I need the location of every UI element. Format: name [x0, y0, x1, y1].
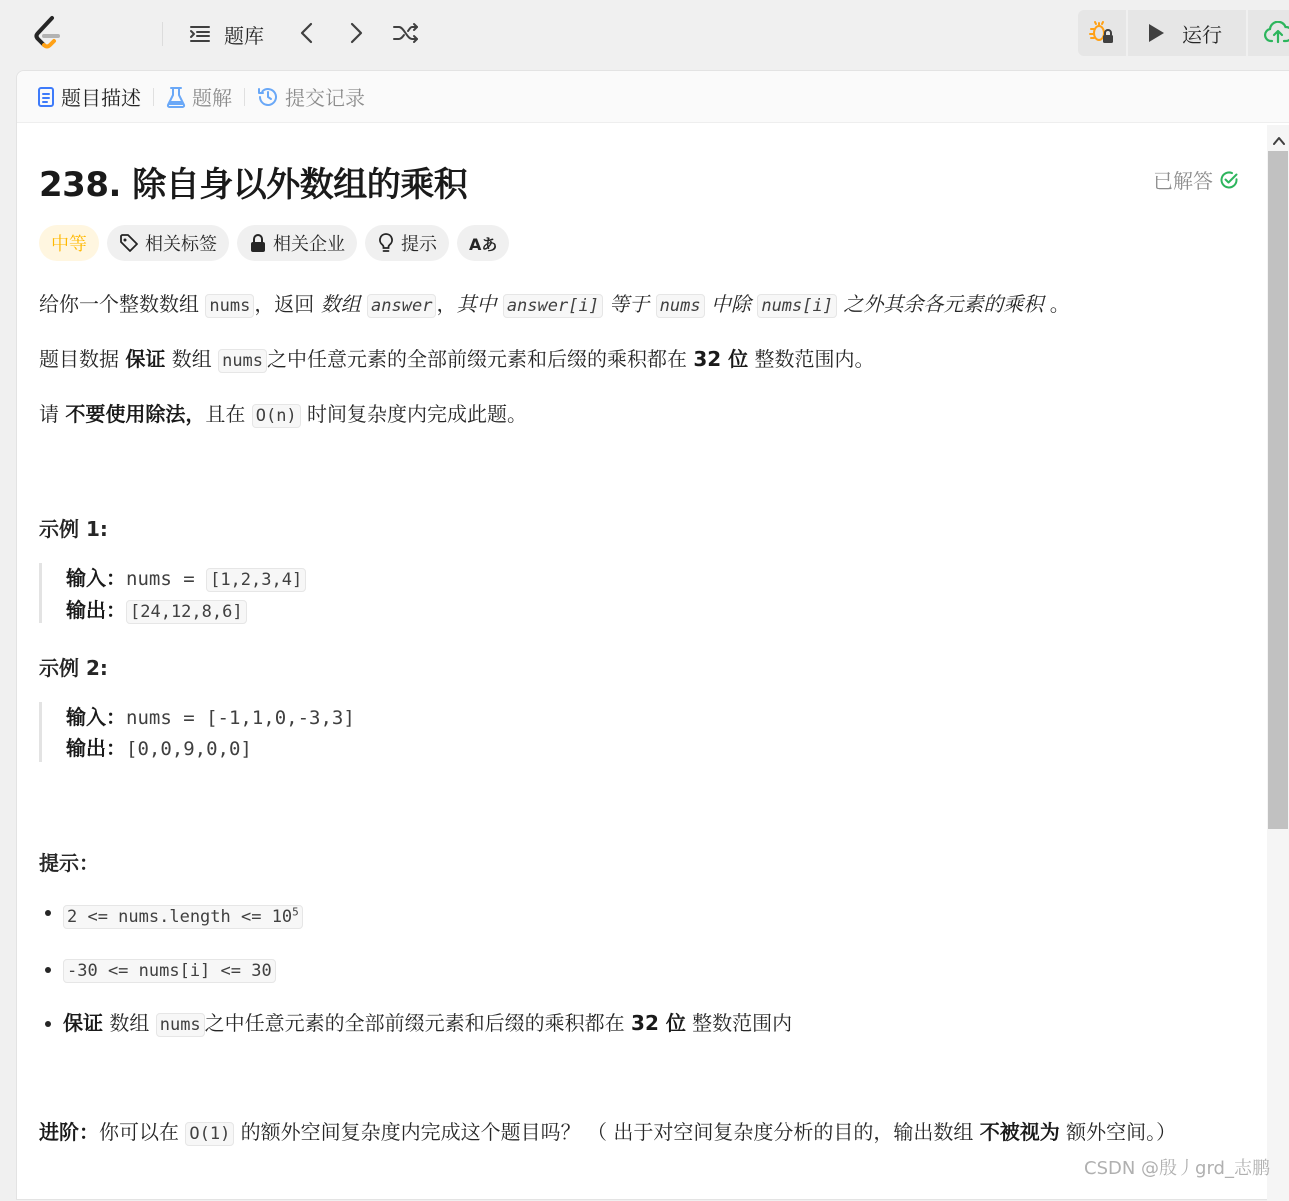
- example-1-block: [39, 563, 306, 623]
- scroll-up-button[interactable]: [1273, 131, 1285, 150]
- hint-button[interactable]: [365, 225, 449, 261]
- inline-code: nums: [656, 294, 705, 318]
- input-text: nums = [-1,1,0,-3,3]: [126, 707, 355, 729]
- inline-code: answer: [367, 294, 436, 318]
- output-label: 输出：: [66, 598, 126, 622]
- difficulty-label: 中等: [51, 234, 87, 255]
- example-output-row: [66, 595, 306, 627]
- translate-icon: Aあ: [469, 234, 498, 254]
- related-companies-button[interactable]: [237, 225, 357, 261]
- constraints-list: [39, 897, 792, 1040]
- code-text: 2 <= nums.length <= 10: [67, 906, 293, 927]
- lock-icon: [249, 233, 267, 253]
- output-label: 输出：: [66, 736, 126, 760]
- bug-lock-icon: [1089, 20, 1115, 46]
- example-output-row: [66, 733, 355, 764]
- leetcode-logo-icon[interactable]: [30, 14, 66, 54]
- text: 数组: [320, 292, 368, 316]
- tab-description-label: 题目描述: [61, 86, 141, 110]
- debug-button[interactable]: [1078, 10, 1126, 56]
- flask-icon: [166, 86, 186, 108]
- text: ，: [436, 292, 457, 316]
- problem-list-label: 题库: [224, 23, 264, 48]
- scrollbar-thumb[interactable]: [1268, 151, 1288, 829]
- example-2-block: [39, 702, 355, 762]
- tag-icon: [119, 233, 139, 253]
- list-icon: [188, 22, 212, 46]
- prev-problem-button[interactable]: [296, 20, 318, 46]
- list-item: [39, 954, 792, 986]
- bold-text: 32 位: [631, 1010, 686, 1035]
- chevron-right-icon: [345, 20, 367, 46]
- text: 。: [1043, 292, 1070, 316]
- output-text: [0,0,9,0,0]: [126, 738, 252, 760]
- problem-statement-2: [39, 344, 875, 376]
- inline-code: O(n): [252, 404, 301, 428]
- lightbulb-icon: [377, 232, 395, 254]
- text: 请: [39, 402, 66, 426]
- top-bar: [0, 0, 1289, 68]
- follow-up: [39, 1117, 1176, 1149]
- example-1-heading: 示例 1:: [39, 517, 108, 541]
- problem-statement-1: [39, 289, 1070, 321]
- text: 之中任意元素的全部前缀元素和后缀的乘积都在: [204, 1010, 632, 1035]
- document-icon: [37, 86, 55, 108]
- tag-row: [39, 225, 509, 261]
- run-label: 运行: [1182, 22, 1222, 47]
- constraints-heading: 提示：: [39, 851, 99, 875]
- random-problem-button[interactable]: [392, 20, 420, 46]
- tab-separator: [153, 88, 154, 106]
- inline-code: [63, 905, 303, 929]
- text: 时间复杂度内完成此题。: [300, 402, 528, 426]
- text: 你可以在: [99, 1120, 186, 1144]
- text: 之外其余各元素的乘积: [836, 292, 1044, 316]
- text: 其中: [456, 292, 503, 316]
- tab-submissions[interactable]: [257, 82, 365, 111]
- action-toolbar: [1078, 10, 1289, 56]
- topbar-divider: [162, 22, 163, 46]
- submit-button[interactable]: [1248, 10, 1289, 56]
- chevron-left-icon: [296, 20, 318, 46]
- list-item: [39, 1008, 792, 1040]
- text: 等于: [602, 292, 656, 316]
- inline-code: nums: [205, 294, 254, 318]
- text: 题目数据: [39, 347, 126, 371]
- text: 之中任意元素的全部前缀元素和后缀的乘积都在: [267, 347, 694, 371]
- related-tags-label: 相关标签: [145, 234, 217, 255]
- solved-label: 已解答: [1153, 169, 1213, 193]
- tab-solutions-label: 题解: [192, 86, 232, 110]
- list-item: [39, 897, 792, 932]
- cloud-upload-icon: [1264, 21, 1289, 45]
- chevron-up-icon: [1273, 136, 1285, 146]
- text: 整数范围内: [685, 1010, 793, 1035]
- text: 且在: [205, 402, 252, 426]
- inline-code: nums: [156, 1013, 205, 1037]
- tab-separator: [244, 88, 245, 106]
- inline-code: -30 <= nums[i] <= 30: [63, 959, 276, 983]
- play-icon: [1146, 22, 1166, 44]
- text: 中除: [704, 292, 758, 316]
- inline-code: [1,2,3,4]: [206, 568, 306, 592]
- text: 数组: [165, 347, 219, 371]
- example-input-row: [66, 702, 355, 733]
- problem-content: [39, 123, 1257, 1201]
- text: ，返回: [254, 292, 321, 316]
- inline-code: nums: [218, 349, 267, 373]
- tab-description[interactable]: [37, 82, 141, 111]
- text: 给你一个整数数组: [39, 292, 206, 316]
- solved-status: [1153, 165, 1239, 194]
- input-text: nums =: [126, 568, 207, 590]
- page-title[interactable]: 238. 除自身以外数组的乘积: [39, 165, 468, 205]
- history-icon: [257, 86, 279, 108]
- inline-code: answer[i]: [503, 294, 603, 318]
- next-problem-button[interactable]: [345, 20, 367, 46]
- panel-tabs: [17, 71, 1289, 123]
- bold-text: 不被视为: [979, 1120, 1060, 1144]
- tab-solutions[interactable]: [166, 82, 232, 111]
- problem-statement-3: [39, 399, 527, 431]
- inline-code: O(1): [185, 1122, 234, 1146]
- example-2-heading: 示例 2:: [39, 656, 108, 680]
- bold-text: 进阶：: [39, 1120, 99, 1144]
- related-companies-label: 相关企业: [273, 234, 345, 255]
- text: 数组: [103, 1010, 156, 1035]
- watermark: CSDN @殷丿grd_志鹏: [1084, 1158, 1270, 1179]
- superscript: 5: [292, 905, 299, 918]
- example-input-row: [66, 563, 306, 595]
- description-panel: [16, 70, 1289, 1200]
- input-label: 输入：: [66, 566, 126, 590]
- text: 整数范围内。: [748, 347, 875, 371]
- related-tags-button[interactable]: [107, 225, 229, 261]
- bold-text: 保证: [63, 1010, 103, 1035]
- check-circle-icon: [1219, 170, 1239, 190]
- bold-text: 不要使用除法，: [65, 402, 206, 426]
- text: 的额外空间复杂度内完成这个题目吗？ （ 出于对空间复杂度分析的目的，输出数组: [234, 1120, 980, 1144]
- bold-text: 32 位: [693, 347, 749, 371]
- inline-code: nums[i]: [757, 294, 837, 318]
- hint-label: 提示: [401, 234, 437, 255]
- problem-list-button[interactable]: [188, 18, 264, 50]
- difficulty-badge: [39, 225, 99, 261]
- input-label: 输入：: [66, 705, 126, 729]
- text: 额外空间。）: [1059, 1120, 1177, 1144]
- translate-button[interactable]: [457, 225, 509, 261]
- shuffle-icon: [392, 20, 420, 46]
- inline-code: [24,12,8,6]: [126, 600, 247, 624]
- bold-text: 保证: [125, 347, 166, 371]
- run-button[interactable]: [1128, 10, 1246, 56]
- tab-submissions-label: 提交记录: [285, 86, 365, 110]
